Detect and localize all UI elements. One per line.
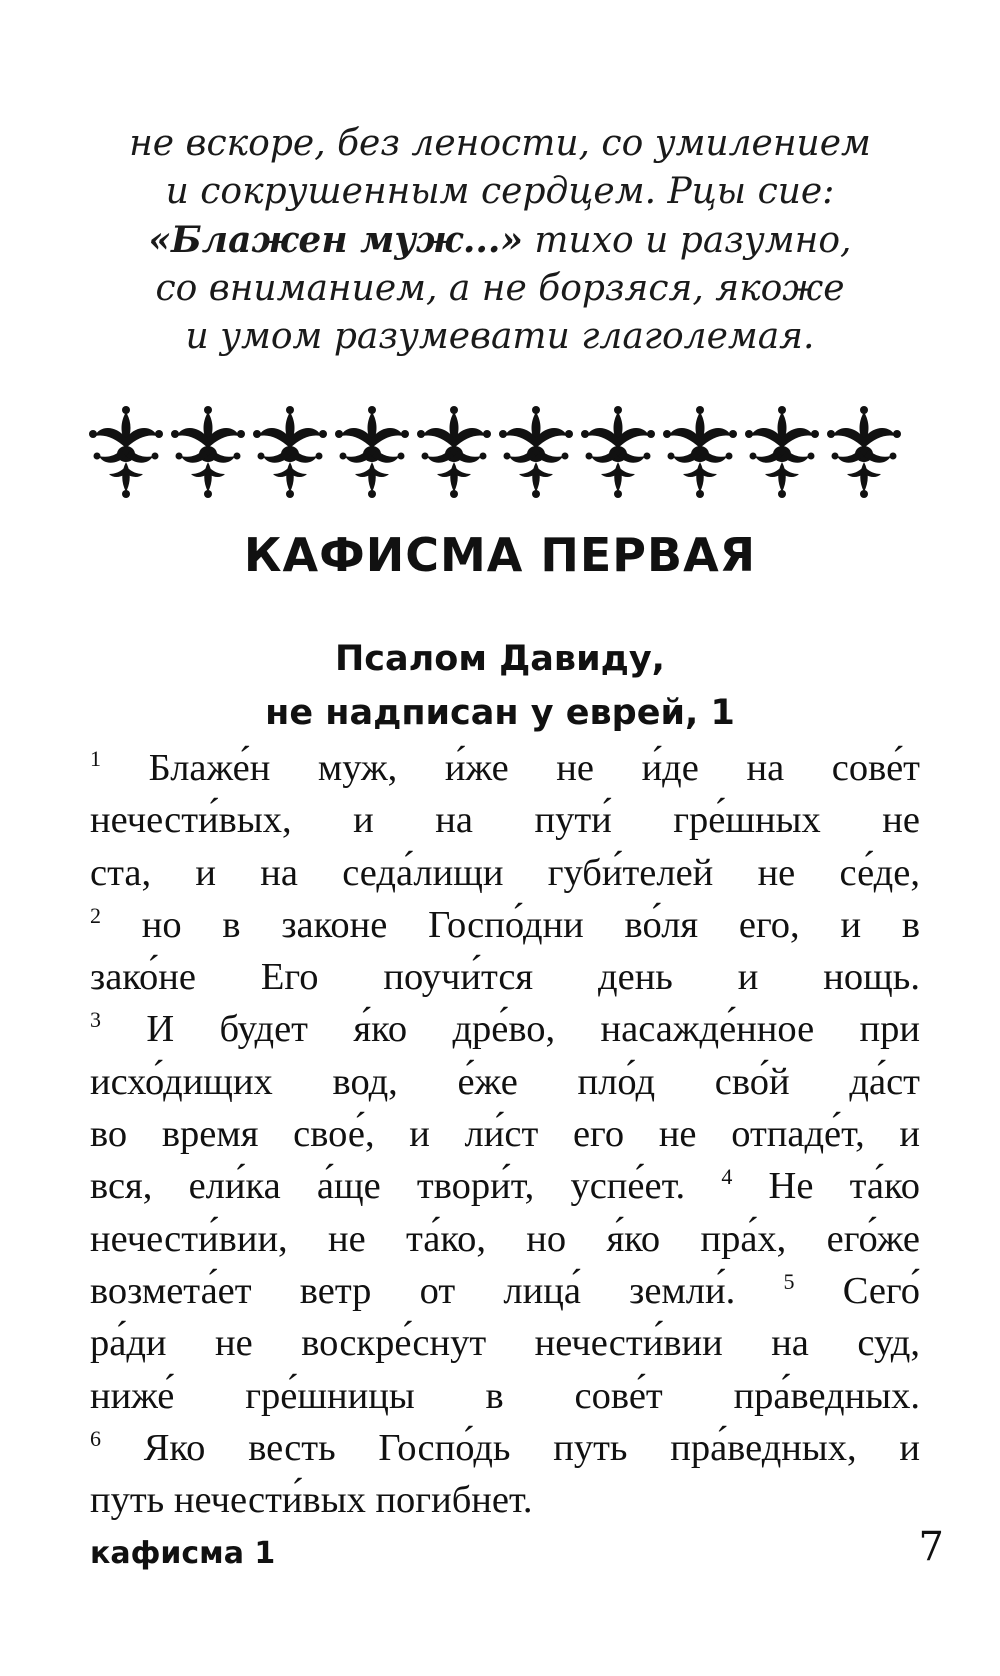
verse-line: $^6$ Яко весть Госпо́дь путь пра́ведных, и xyxy=(90,1425,920,1469)
verse-line: ста, и на седа́лищи губи́телей не се́де, xyxy=(90,851,920,894)
verse-number: 5 xyxy=(783,1268,795,1294)
psalm-title-line: Псалом Давиду, xyxy=(335,639,665,679)
verse-line: нечести́вых, и на пути́ гре́шных не xyxy=(90,799,920,842)
intro-line: и умом разумевати глаголемая. xyxy=(185,316,815,357)
intro-paragraph xyxy=(90,120,910,361)
psalm-title xyxy=(60,632,940,740)
running-footer: кафисма 1 xyxy=(90,1536,276,1571)
kathisma-title: КАФИСМА ПЕРВАЯ xyxy=(243,528,757,582)
verse-line: $^3$ И будет я́ко дре́во, насажде́нное при xyxy=(90,1007,920,1051)
verse-line: $^1$ Блаже́н муж, и́же не и́де на сове́т xyxy=(90,746,920,789)
intro-line: не вскоре, без лености, со умилением xyxy=(129,123,871,164)
verse-number: 2 xyxy=(90,902,101,928)
verse-line: во время свое́, и ли́ст его не отпаде́т, и xyxy=(90,1113,920,1156)
verse-line: зако́не Его поучи́тся день и нощь. xyxy=(90,956,920,999)
psalm-text xyxy=(90,742,920,1526)
verse-line: вся, ели́ка а́ще твори́т, успе́ет. $^4$ Не та́ко xyxy=(90,1164,921,1208)
verse-number: 3 xyxy=(90,1007,101,1033)
intro-quote: «Блажен муж...» xyxy=(148,219,523,261)
intro-line-rest: тихо и разумно, xyxy=(522,220,852,261)
verse-line: путь нечести́вых погибнет. xyxy=(90,1479,533,1522)
verse-number: 1 xyxy=(90,746,101,771)
intro-line: и сокрушенным сердцем. Рцы сие: xyxy=(165,171,835,212)
intro-line xyxy=(90,216,910,265)
verse-line: возмета́ет ветр от лица́ земли́. $^5$ Сего́ xyxy=(90,1268,921,1312)
verse-number: 4 xyxy=(721,1164,733,1190)
floral-ornament-divider-icon xyxy=(85,404,905,500)
verse-line: ниже́ гре́шницы в сове́т пра́ведных. xyxy=(90,1374,920,1417)
verse-line: исхо́дищих вод, е́же пло́д сво́й да́ст xyxy=(90,1060,920,1103)
intro-line: со вниманием, а не борзяся, якоже xyxy=(155,268,845,309)
page-number: 7 xyxy=(918,1524,944,1570)
psalm-subtitle-line: не надписан у еврей, 1 xyxy=(265,693,735,733)
verse-line: ра́ди не воскре́снут нечести́вии на суд, xyxy=(90,1322,920,1365)
verse-line: нечести́вии, не та́ко, но я́ко пра́х, его́же xyxy=(90,1217,920,1260)
verse-number: 6 xyxy=(90,1425,101,1451)
verse-line: $^2$ но в законе Госпо́дни во́ля его, и в xyxy=(90,902,920,946)
